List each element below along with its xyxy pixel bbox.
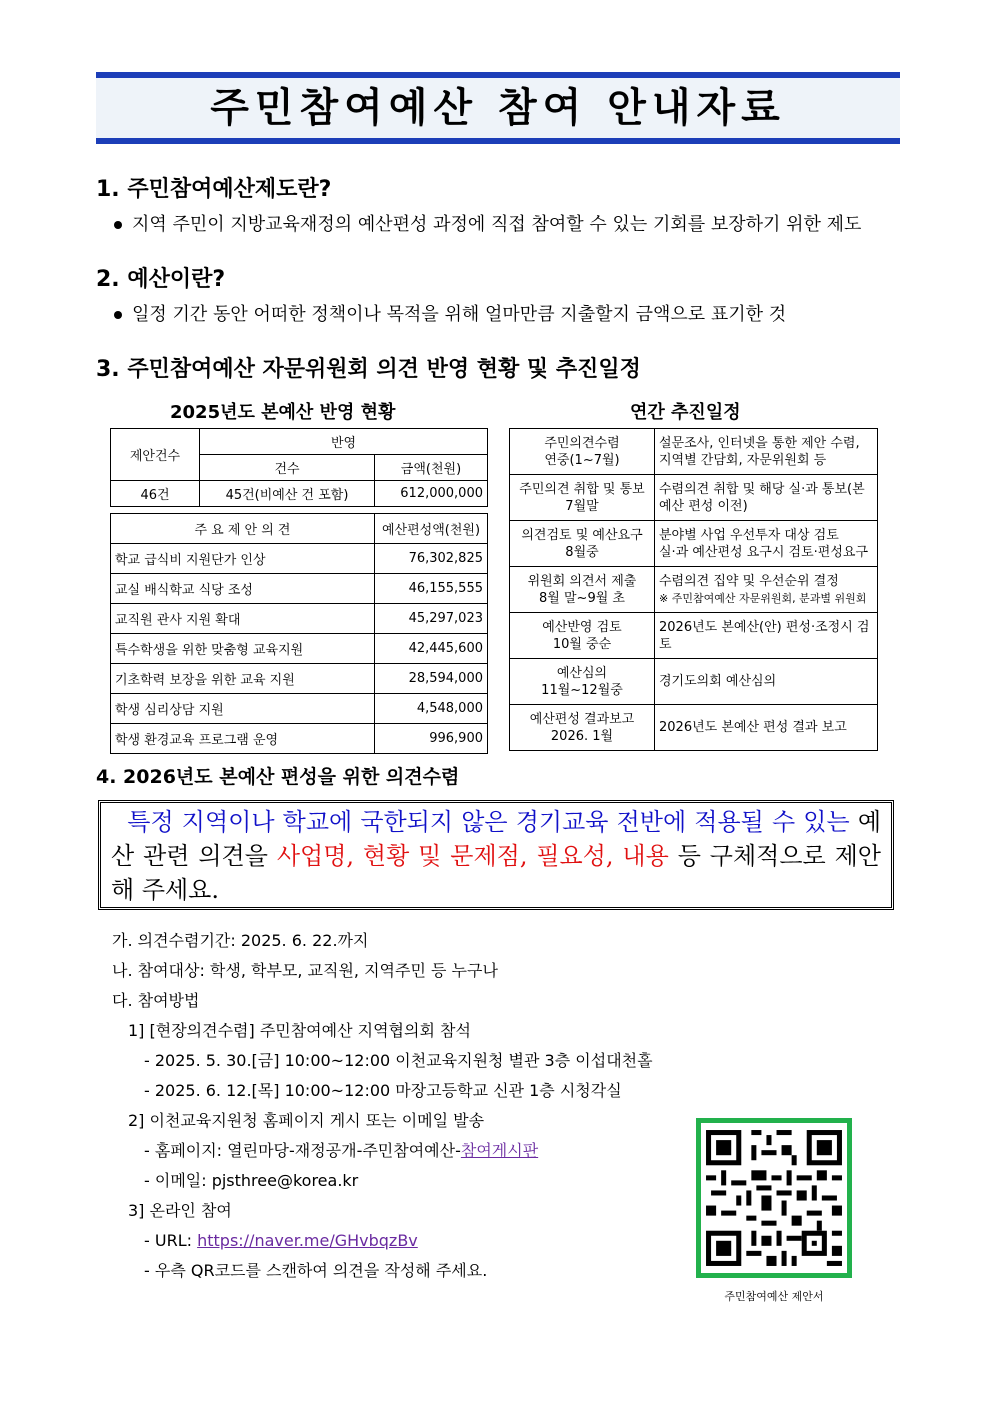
notice-box [98,800,894,910]
left-table-title: 2025년도 본예산 반영 현황 [170,402,396,423]
title-banner [96,72,900,144]
table-row: 주민의견수렴 연중(1~7월) 설문조사, 인터넷을 통한 제안 수렴, 지역별 간담회, 자문위원회 등 [510,429,878,475]
table-row: 특수학생을 위한 맞춤형 교육지원 42,445,600 [111,634,488,664]
table-row: 학교 급식비 지원단가 인상 76,302,825 [111,544,488,574]
method-2b: - 이메일: pjsthree@korea.kr [144,1171,359,1190]
summary-table [110,428,488,507]
notice-end: 등 구체적으로 제안해 주세요. [111,842,881,904]
header-amount: 금액(천원) [375,455,488,481]
participation-info [112,926,692,1286]
target-text: 나. 참여대상: 학생, 학부모, 교직원, 지역주민 등 누구나 [112,961,498,980]
url-link[interactable]: https://naver.me/GHvbqzBv [197,1231,418,1250]
method-2a: - 홈페이지: 열린마당-재정공개-주민참여예산-참여게시판 [144,1141,539,1160]
table-row: 교직원 관사 지원 확대 45,297,023 [111,604,488,634]
method-3b: - 우측 QR코드를 스캔하여 의견을 작성해 주세요. [144,1261,488,1280]
page-title: 주민참여예산 참여 안내자료 [210,85,786,131]
table-row: 예산반영 검토 10월 중순 2026년도 본예산(안) 편성·조정시 검토 [510,613,878,659]
notice-blue: 특정 지역이나 학교에 국한되지 않은 경기교육 전반에 적용될 수 있는 [127,808,850,836]
method-3: 3] 온라인 참여 [128,1201,232,1220]
qr-code[interactable] [696,1118,852,1278]
method-3a: - URL: https://naver.me/GHvbqzBv [144,1231,418,1250]
header-budget: 예산편성액(천원) [375,514,488,544]
section-3-heading: 3. 주민참여예산 자문위원회 의견 반영 현황 및 추진일정 [96,357,641,382]
method-2: 2] 이천교육지원청 홈페이지 게시 또는 이메일 발송 [128,1111,485,1130]
header-opinion: 주 요 제 안 의 견 [111,514,375,544]
cell-count: 46건 [111,481,200,507]
table-row: 주민의견 취합 및 통보 7월말 수렴의견 취합 및 해당 실·과 통보(본예산 편성 이전) [510,475,878,521]
method-1a: - 2025. 5. 30.[금] 10:00~12:00 이천교육지원청 별관 3층 이섭대천홀 [144,1051,653,1070]
table-row: 위원회 의견서 제출 8월 말~9월 초 수렴의견 집약 및 우선순위 결정 ※ 주민참여예산 자문위원회, 분과별 위원회 [510,567,878,613]
method-1: 1] [현장의견수렴] 주민참여예산 지역협의회 참석 [128,1021,471,1040]
header-cases: 건수 [200,455,375,481]
table-row: 학생 심리상담 지원 4,548,000 [111,694,488,724]
header-reflect: 반영 [200,429,488,455]
notice-mid: 예산 관련 의견을 [111,808,881,870]
bullet-icon [114,221,122,229]
section-1-heading: 1. 주민참여예산제도란? [96,177,332,202]
header-count: 제안건수 [111,429,200,481]
board-link[interactable]: 참여게시판 [460,1141,539,1160]
table-row: 학생 환경교육 프로그램 운영 996,900 [111,724,488,754]
table-row: 예산편성 결과보고 2026. 1월 2026년도 본예산 편성 결과 보고 [510,705,878,751]
method-text: 다. 참여방법 [112,991,200,1010]
right-table-title: 연간 추진일정 [630,402,741,423]
cell-cases: 45건(비예산 건 포함) [200,481,375,507]
cell-amount: 612,000,000 [375,481,488,507]
table-row: 예산심의 11월~12월중 경기도의회 예산심의 [510,659,878,705]
qr-caption: 주민참여예산 제안서 [724,1290,824,1303]
method-1b: - 2025. 6. 12.[목] 10:00~12:00 마장고등학교 신관 1층 시청각실 [144,1081,622,1100]
qr-code-icon [701,1123,847,1273]
table-row: 교실 배식학교 식당 조성 46,155,555 [111,574,488,604]
table-row: 기초학력 보장을 위한 교육 지원 28,594,000 [111,664,488,694]
table-row: 의견검토 및 예산요구 8월중 분야별 사업 우선투자 대상 검토 실·과 예산편성 요구시 검토·편성요구 [510,521,878,567]
section-4-heading: 4. 2026년도 본예산 편성을 위한 의견수렴 [96,766,460,788]
section-2-heading: 2. 예산이란? [96,267,226,292]
section-2-bullet: 일정 기간 동안 어떠한 정책이나 목적을 위해 얼마만큼 지출할지 금액으로 표기한 것 [114,300,786,326]
major-opinions-table [110,513,488,754]
section-1-bullet: 지역 주민이 지방교육재정의 예산편성 과정에 직접 참여할 수 있는 기회를 보장하기 위한 제도 [114,210,861,236]
schedule-table [509,428,878,751]
bullet-icon [114,311,122,319]
notice-red: 사업명, 현황 및 문제점, 필요성, 내용 [276,842,669,870]
period-text: 가. 의견수렴기간: 2025. 6. 22.까지 [112,931,369,950]
